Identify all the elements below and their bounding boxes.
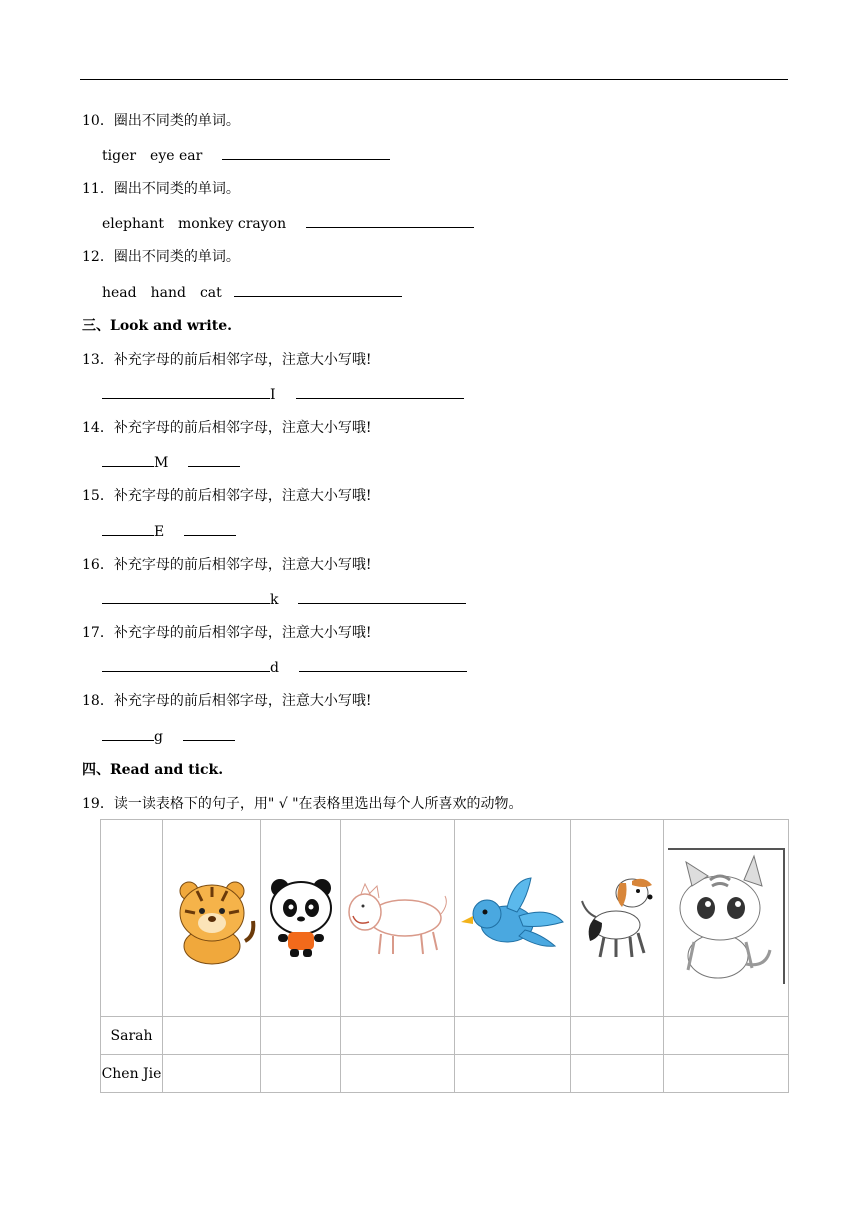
question-17 <box>82 624 371 642</box>
question-18 <box>82 692 371 710</box>
corner-cell <box>101 820 163 1017</box>
before-blank[interactable] <box>102 453 154 467</box>
word-list: elephant monkey crayon <box>102 216 287 232</box>
table-row <box>101 1017 789 1055</box>
given-letter: E <box>154 524 165 540</box>
question-number: 14． <box>82 420 114 436</box>
cat-icon <box>666 846 786 991</box>
given-letter: I <box>270 387 276 403</box>
row-name: Sarah <box>101 1017 163 1055</box>
question-prompt: 圈出不同类的单词。 <box>113 249 240 265</box>
before-blank[interactable] <box>102 522 154 536</box>
tick-cell[interactable] <box>341 1017 455 1055</box>
question-10-words <box>102 146 390 165</box>
section-3-heading: 三、Look and write. <box>82 318 233 334</box>
question-prompt: 补充字母的前后相邻字母，注意大小写哦! <box>113 625 372 641</box>
before-blank[interactable] <box>102 385 270 399</box>
question-15-answer <box>102 522 236 541</box>
tick-cell[interactable] <box>664 1055 789 1093</box>
tick-cell[interactable] <box>455 1055 571 1093</box>
animal-cell <box>341 820 455 1017</box>
question-number: 16． <box>82 557 114 573</box>
question-number: 18． <box>82 693 114 709</box>
question-number: 10． <box>82 113 114 129</box>
question-12 <box>82 248 240 266</box>
tick-cell[interactable] <box>163 1017 261 1055</box>
after-blank[interactable] <box>298 590 466 604</box>
question-number: 19． <box>82 796 114 812</box>
given-letter: k <box>270 592 279 608</box>
answer-blank[interactable] <box>234 283 402 297</box>
table-row <box>101 1055 789 1093</box>
question-13-answer <box>102 385 464 404</box>
question-prompt: 补充字母的前后相邻字母，注意大小写哦! <box>113 693 372 709</box>
question-18-answer <box>102 727 235 746</box>
dog-icon <box>574 873 660 963</box>
question-prompt: 补充字母的前后相邻字母，注意大小写哦! <box>113 488 372 504</box>
question-19 <box>82 795 523 813</box>
question-11 <box>82 180 240 198</box>
question-prompt: 圈出不同类的单词。 <box>113 113 240 129</box>
question-number: 12． <box>82 249 114 265</box>
question-prompt: 补充字母的前后相邻字母，注意大小写哦! <box>113 420 372 436</box>
row-name: Chen Jie <box>101 1055 163 1093</box>
tick-cell[interactable] <box>261 1055 341 1093</box>
animal-image-row <box>101 820 789 1017</box>
word-list: head hand cat <box>102 285 222 301</box>
question-16 <box>82 556 371 574</box>
given-letter: d <box>270 660 279 676</box>
tick-cell[interactable] <box>571 1017 664 1055</box>
after-blank[interactable] <box>296 385 464 399</box>
tick-cell[interactable] <box>455 1017 571 1055</box>
pig-icon <box>345 876 451 961</box>
question-prompt: 补充字母的前后相邻字母，注意大小写哦! <box>113 352 372 368</box>
before-blank[interactable] <box>102 658 270 672</box>
tick-cell[interactable] <box>341 1055 455 1093</box>
tick-cell[interactable] <box>571 1055 664 1093</box>
tick-cell[interactable] <box>163 1055 261 1093</box>
question-number: 15． <box>82 488 114 504</box>
animal-cell <box>455 820 571 1017</box>
given-letter: g <box>154 729 163 745</box>
before-blank[interactable] <box>102 590 270 604</box>
header-rule <box>80 79 788 80</box>
question-12-words <box>102 283 402 302</box>
question-number: 11． <box>82 181 114 197</box>
question-prompt: 读一读表格下的句子，用" √ "在表格里选出每个人所喜欢的动物。 <box>113 796 523 812</box>
animal-cell <box>571 820 664 1017</box>
tiger-icon <box>167 871 257 966</box>
tick-cell[interactable] <box>261 1017 341 1055</box>
question-number: 17． <box>82 625 114 641</box>
answer-blank[interactable] <box>306 214 474 228</box>
answer-blank[interactable] <box>222 146 390 160</box>
question-15 <box>82 487 371 505</box>
after-blank[interactable] <box>183 727 235 741</box>
animal-cell <box>664 820 789 1017</box>
given-letter: M <box>154 455 169 471</box>
animal-preference-table <box>100 819 789 1093</box>
tick-cell[interactable] <box>664 1017 789 1055</box>
question-16-answer <box>102 590 466 609</box>
animal-cell <box>261 820 341 1017</box>
question-number: 13． <box>82 352 114 368</box>
after-blank[interactable] <box>299 658 467 672</box>
panda-icon <box>266 876 336 961</box>
question-11-words <box>102 214 474 233</box>
bird-icon <box>459 876 567 961</box>
after-blank[interactable] <box>188 453 240 467</box>
question-10 <box>82 112 240 130</box>
question-prompt: 补充字母的前后相邻字母，注意大小写哦! <box>113 557 372 573</box>
question-13 <box>82 351 371 369</box>
before-blank[interactable] <box>102 727 154 741</box>
section-4-heading: 四、Read and tick. <box>82 762 224 778</box>
animal-cell <box>163 820 261 1017</box>
question-14 <box>82 419 371 437</box>
question-14-answer <box>102 453 240 472</box>
word-list: tiger eye ear <box>102 148 203 164</box>
question-prompt: 圈出不同类的单词。 <box>113 181 240 197</box>
question-17-answer <box>102 658 467 677</box>
after-blank[interactable] <box>184 522 236 536</box>
